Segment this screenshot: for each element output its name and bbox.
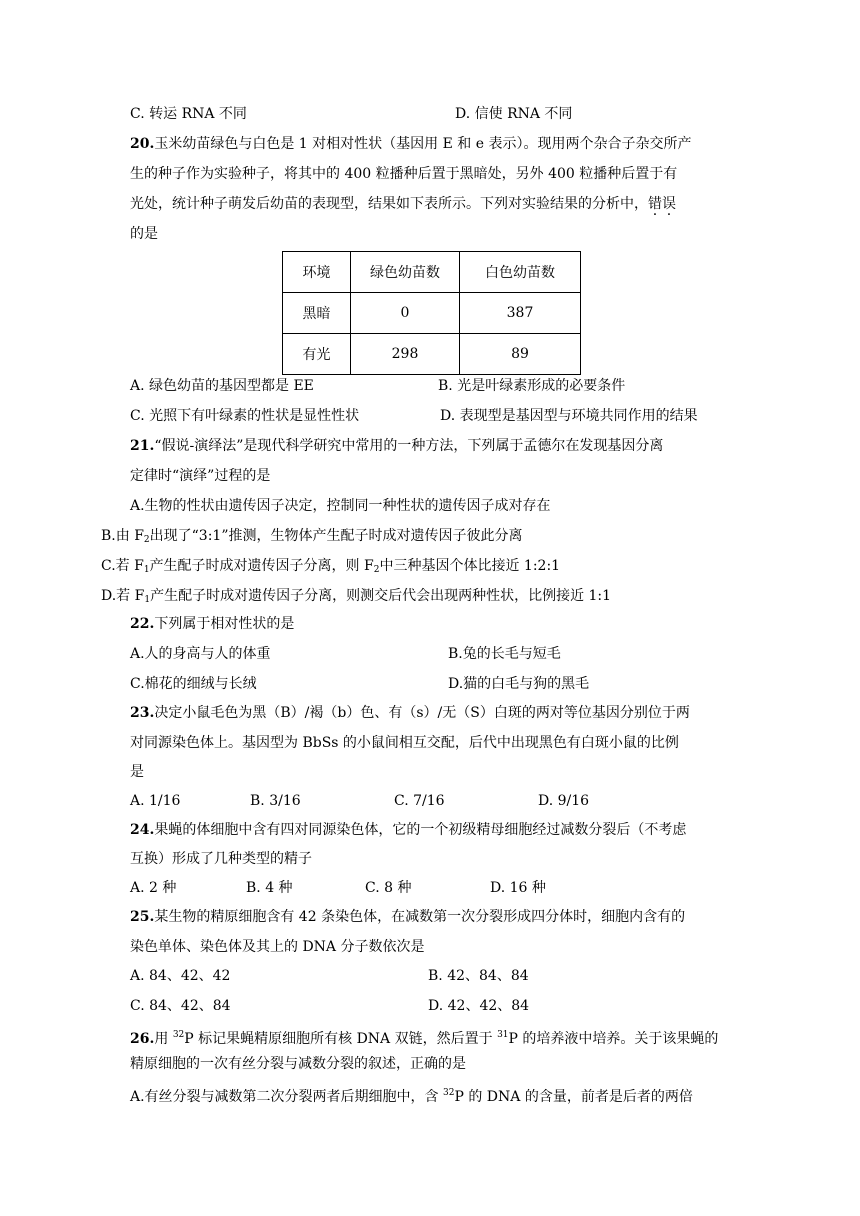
q21-number: 21. [130,438,155,454]
q23-stem-line-3: 是 [130,764,144,780]
q22-option-d: D.猫的白毛与狗的黑毛 [448,676,590,692]
q22-number: 22. [130,616,155,632]
q20-stem-line-1 [130,134,691,154]
q21-b-subscript: 2 [143,535,150,545]
q26-stem-line-1 [130,1025,718,1049]
table-cell: 298 [351,334,460,375]
q25-option-a: A. 84、42、42 [130,968,231,984]
q20-results-table [282,251,581,375]
q22-stem [130,614,294,634]
q25-stem-line-2: 染色单体、染色体及其上的 DNA 分子数依次是 [130,939,425,955]
q20-option-d: D. 表现型是基因型与环境共同作用的结果 [440,408,698,424]
q26-text-1: 用 [154,1031,173,1047]
q22-option-c: C.棉花的细绒与长绒 [130,676,257,692]
q24-stem-line-2: 互换）形成了几种类型的精子 [130,851,312,867]
q21-stem-line-1 [130,436,663,456]
q21-c-subscript-2: 2 [373,565,380,575]
q20-number: 20. [130,136,155,152]
q25-option-b: B. 42、84、84 [428,968,529,984]
q25-number: 25. [130,909,155,925]
q21-b-text-1: B.由 F [101,528,144,544]
q26-text-3: P 的培养液中培养。关于该果蝇的 [508,1031,719,1047]
table-header-cell: 绿色幼苗数 [351,252,460,293]
q21-d-text-1: D.若 F [101,588,145,604]
q21-c-text-3: 中三种基因个体比接近 1:2:1 [379,558,561,574]
q23-number: 23. [130,705,155,721]
q21-stem-line-2: 定律时“演绎”过程的是 [130,468,271,484]
q24-stem-text-1: 果蝇的体细胞中含有四对同源染色体，它的一个初级精母细胞经过减数分裂后（不考虑 [154,822,687,838]
q20-emphasis-wu: 误 [662,196,676,212]
table-row [283,334,581,375]
q21-option-d [101,586,611,610]
q22-option-b: B.兔的长毛与短毛 [448,646,561,662]
q25-option-d: D. 42、42、84 [428,998,530,1014]
q21-option-c [101,556,560,580]
q24-option-d: D. 16 种 [490,880,546,896]
q24-option-c: C. 8 种 [365,880,412,896]
table-cell: 387 [460,293,581,334]
table-cell: 89 [460,334,581,375]
q26-superscript-2: 31 [497,1030,509,1040]
q20-option-c: C. 光照下有叶绿素的性状是显性性状 [130,408,360,424]
q20-option-b: B. 光是叶绿素形成的必要条件 [438,378,626,394]
q20-stem-text-3: 光处，统计种子萌发后幼苗的表现型，结果如下表所示。下列对实验结果的分析中， [130,196,648,212]
q21-stem-text-1: “假说-演绎法”是现代科学研究中常用的一种方法，下列属于孟德尔在发现基因分离 [154,438,664,454]
q20-stem-line-3 [130,194,676,214]
q23-option-b: B. 3/16 [250,793,301,809]
q25-stem-line-1 [130,907,685,927]
q22-stem-text: 下列属于相对性状的是 [154,616,295,632]
q26-a-superscript: 32 [443,1088,455,1098]
q21-c-text-2: 产生配子时成对遗传因子分离，则 F [149,558,374,574]
q20-stem-text-1: 玉米幼苗绿色与白色是 1 对相对性状（基因用 E 和 e 表示）。现用两个杂合子杂交所产 [154,136,692,152]
q23-option-c: C. 7/16 [394,793,445,809]
q26-option-a [130,1083,693,1107]
q25-stem-text-1: 某生物的精原细胞含有 42 条染色体，在减数第一次分裂形成四分体时，细胞内含有的 [154,909,686,925]
q24-number: 24. [130,822,155,838]
q26-a-text-2: P 的 DNA 的含量，前者是后者的两倍 [454,1089,693,1105]
q26-number: 26. [130,1031,155,1047]
table-header-row [283,252,581,293]
q21-c-text-1: C.若 F [101,558,144,574]
table-cell: 黑暗 [283,293,351,334]
q23-stem-line-1 [130,703,690,723]
q26-superscript-1: 32 [172,1030,185,1040]
q20-stem-end: 的是 [130,226,158,242]
q24-stem-line-1 [130,820,686,840]
q23-stem-text-1: 决定小鼠毛色为黑（B）/褐（b）色、有（s）/无（S）白斑的两对等位基因分别位于两 [154,705,690,721]
q21-b-text-2: 出现了“3:1”推测，生物体产生配子时成对遗传因子彼此分离 [149,528,523,544]
table-header-cell: 环境 [283,252,351,293]
q19-option-c: C. 转运 RNA 不同 [130,106,247,122]
q24-option-b: B. 4 种 [246,880,293,896]
table-header-cell: 白色幼苗数 [460,252,581,293]
q26-a-text-1: A.有丝分裂与减数第二次分裂两者后期细胞中，含 [130,1089,444,1105]
q26-text-2: P 标记果蝇精原细胞所有核 DNA 双链，然后置于 [184,1031,498,1047]
table-row [283,293,581,334]
q21-c-subscript-1: 1 [143,565,150,575]
q21-option-b [101,526,523,550]
q22-option-a: A.人的身高与人的体重 [130,646,271,662]
q19-option-d: D. 信使 RNA 不同 [455,106,573,122]
q26-stem-line-2: 精原细胞的一次有丝分裂与减数分裂的叙述，正确的是 [130,1056,466,1072]
q24-option-a: A. 2 种 [130,880,177,896]
table-cell: 0 [351,293,460,334]
q20-emphasis-cuo: 错 [648,196,662,212]
q21-option-a: A.生物的性状由遗传因子决定，控制同一种性状的遗传因子成对存在 [130,498,551,514]
q21-d-subscript: 1 [144,595,151,605]
q23-option-a: A. 1/16 [130,793,181,809]
q21-d-text-2: 产生配子时成对遗传因子分离，则测交后代会出现两种性状，比例接近 1:1 [150,588,612,604]
q23-stem-line-2: 对同源染色体上。基因型为 BbSs 的小鼠间相互交配，后代中出现黑色有白斑小鼠的比例 [130,735,679,751]
q25-option-c: C. 84、42、84 [130,998,231,1014]
q23-option-d: D. 9/16 [538,793,590,809]
table-cell: 有光 [283,334,351,375]
q20-stem-line-2: 生的种子作为实验种子，将其中的 400 粒播种后置于黑暗处，另外 400 粒播种后置于有 [130,166,678,182]
q20-option-a: A. 绿色幼苗的基因型都是 EE [130,378,314,394]
